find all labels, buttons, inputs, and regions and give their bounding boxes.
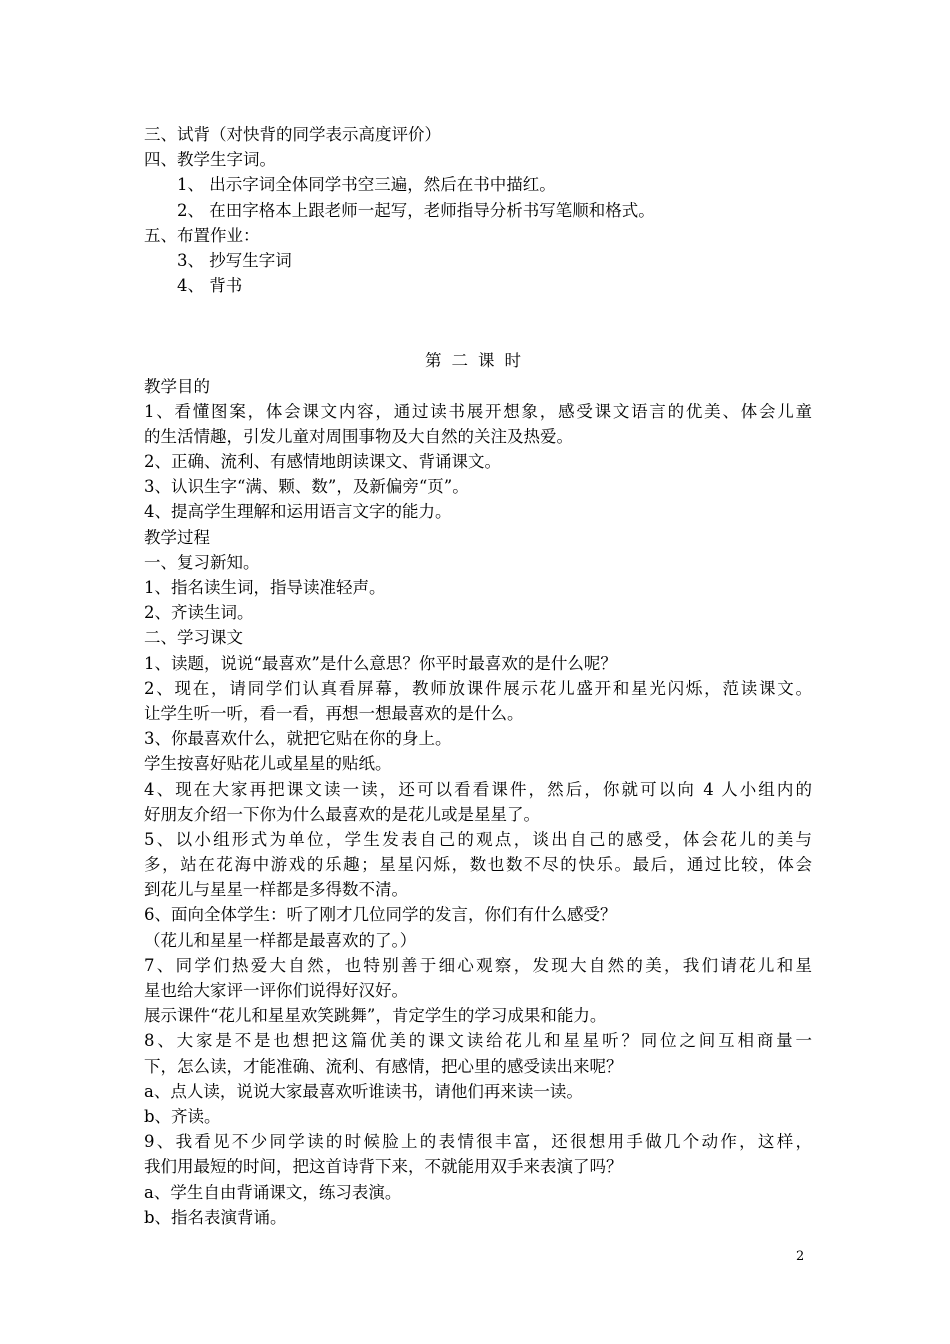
goal-3: 3、认识生字“满、颗、数”，及新偏旁“页”。 [144, 477, 469, 497]
step-6-line-2: （花儿和星星一样都是最喜欢的了。） [144, 930, 417, 950]
goal-1-line-1: 1、看懂图案，体会课文内容，通过读书展开想象，感受课文语言的优美、体会儿童 [144, 401, 812, 421]
page-number: 2 [796, 1249, 805, 1264]
step-2-line-2: 让学生听一听，看一看，再想一想最喜欢的是什么。 [144, 703, 524, 723]
step-8-line-1: 8、大家是不是也想把这篇优美的课文读给花儿和星星听？同位之间互相商量一 [144, 1031, 812, 1051]
goal-2: 2、正确、流利、有感情地朗读课文、背诵课文。 [144, 452, 501, 472]
step-5-sub-1: 3、 抄写生字词 [177, 250, 292, 270]
step-5-line-2: 多，站在花海中游戏的乐趣；星星闪烁，数也数不尽的快乐。最后，通过比较，体会 [144, 855, 812, 875]
step-9-b: b、指名表演背诵。 [144, 1207, 287, 1227]
step-9-line-2: 我们用最短的时间，把这首诗背下来，不就能用双手来表演了吗？ [144, 1157, 623, 1177]
section-title: 第二课时 [425, 351, 531, 371]
process-heading: 教学过程 [144, 527, 210, 547]
step-4-line-2: 好朋友介绍一下你为什么最喜欢的是花儿或是星星了。 [144, 804, 540, 824]
part-2-heading: 二、学习课文 [144, 628, 243, 648]
step-9-line-1: 9、我看见不少同学读的时候脸上的表情很丰富，还很想用手做几个动作，这样， [144, 1132, 812, 1152]
goal-1-line-2: 的生活情趣，引发儿童对周围事物及大自然的关注及热爱。 [144, 426, 573, 446]
step-6-line-1: 6、面向全体学生：听了刚才几位同学的发言，你们有什么感受？ [144, 905, 617, 925]
step-8-a: a、点人读，说说大家最喜欢听谁读书，请他们再来读一读。 [144, 1081, 583, 1101]
step-3-line-1: 3、你最喜欢什么，就把它贴在你的身上。 [144, 729, 452, 749]
step-9-a: a、学生自由背诵课文，练习表演。 [144, 1182, 402, 1202]
spacer [144, 298, 812, 348]
step-7-line-3: 展示课件“花儿和星星欢笑跳舞”，肯定学生的学习成果和能力。 [144, 1006, 607, 1026]
step-4-line-1: 4、现在大家再把课文读一读，还可以看看课件，然后，你就可以向 4 人小组内的 [144, 779, 812, 799]
step-7-line-1: 7、同学们热爱大自然，也特别善于细心观察，发现大自然的美，我们请花儿和星 [144, 955, 812, 975]
step-5-homework: 五、布置作业： [144, 225, 260, 245]
step-5-line-1: 5、以小组形式为单位，学生发表自己的观点，谈出自己的感受，体会花儿的美与 [144, 829, 812, 849]
step-3-line-2: 学生按喜好贴花儿或星星的贴纸。 [144, 754, 392, 774]
goal-4: 4、提高学生理解和运用语言文字的能力。 [144, 502, 452, 522]
step-4-teach-words: 四、教学生字词。 [144, 150, 276, 170]
step-5-line-3: 到花儿与星星一样都是多得数不清。 [144, 880, 408, 900]
goals-heading: 教学目的 [144, 376, 210, 396]
step-8-line-2: 下，怎么读，才能准确、流利、有感情，把心里的感受读出来呢？ [144, 1056, 623, 1076]
part-1-step-2: 2、齐读生词。 [144, 603, 254, 623]
part-1-step-1: 1、指名读生词，指导读准轻声。 [144, 578, 386, 597]
step-4-sub-2: 2、 在田字格本上跟老师一起写，老师指导分析书写笔顺和格式。 [177, 200, 655, 220]
step-4-sub-1: 1、 出示字词全体同学书空三遍，然后在书中描红。 [177, 175, 556, 195]
step-1: 1、读题，说说“最喜欢”是什么意思？你平时最喜欢的是什么呢？ [144, 653, 617, 673]
step-2-line-1: 2、现在，请同学们认真看屏幕，教师放课件展示花儿盛开和星光闪烁，范读课文。 [144, 678, 812, 698]
step-5-sub-2: 4、 背书 [177, 276, 243, 296]
step-3-recite: 三、试背（对快背的同学表示高度评价） [144, 125, 441, 144]
step-7-line-2: 星也给大家评一评你们说得好汉好。 [144, 981, 408, 1000]
step-8-b: b、齐读。 [144, 1106, 221, 1126]
page-body [144, 122, 812, 1230]
part-1-heading: 一、复习新知。 [144, 552, 260, 572]
